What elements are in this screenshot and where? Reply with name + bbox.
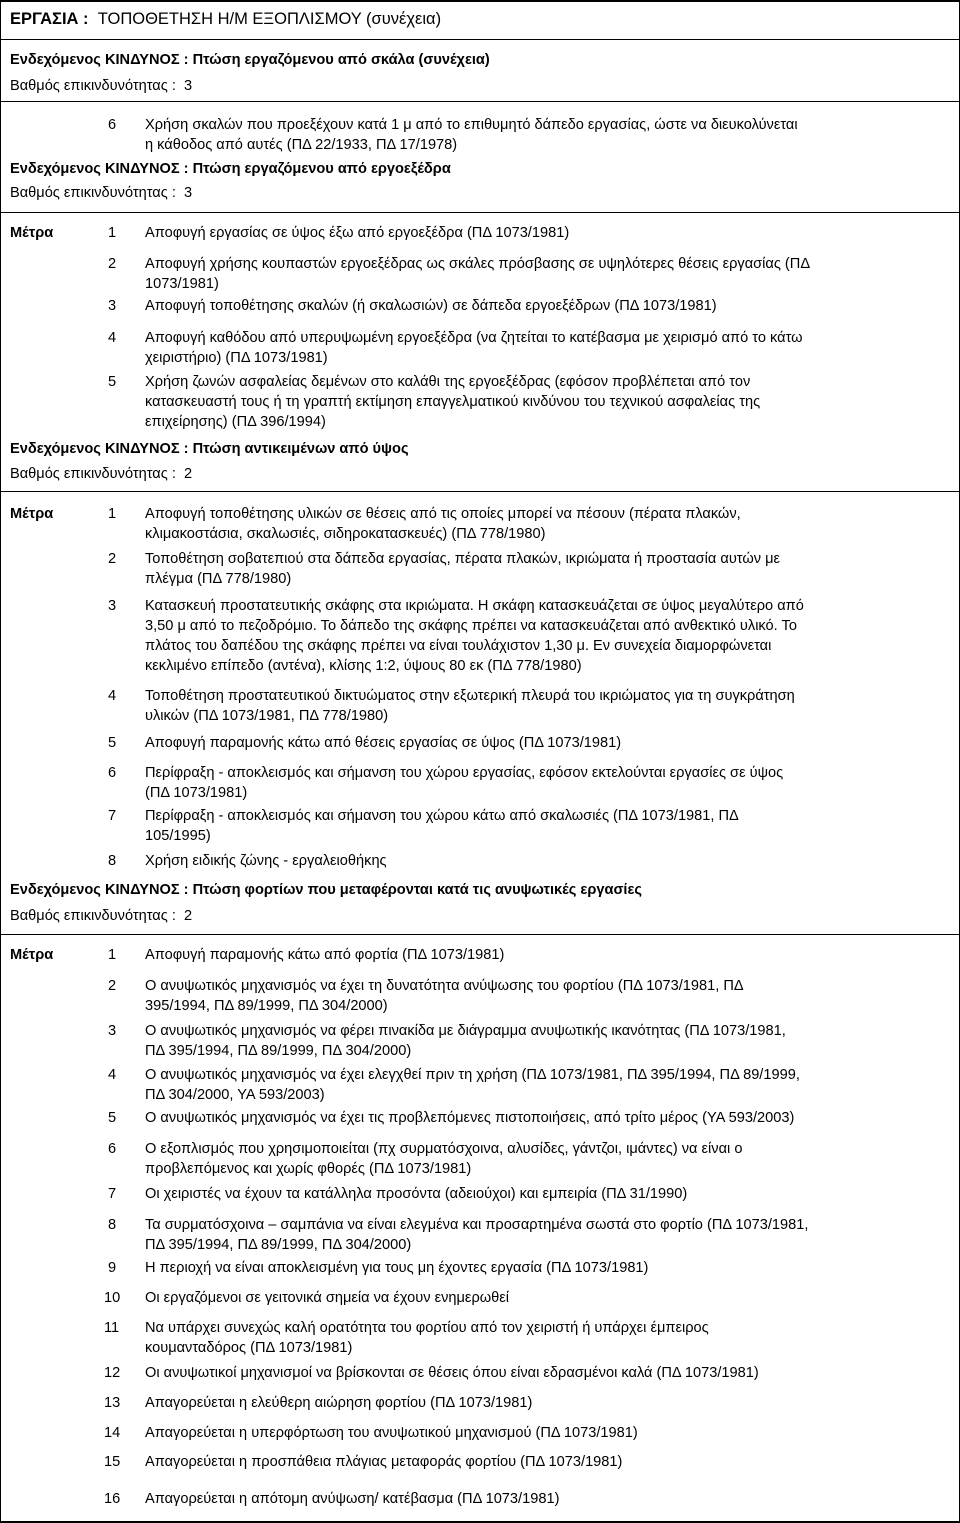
item-number: 6 — [108, 117, 117, 133]
title-value: ΤΟΠΟΘΕΤΗΣΗ Η/Μ ΕΞΟΠΛΙΣΜΟΥ (συνέχεια) — [97, 10, 442, 28]
item-number: 4 — [108, 1067, 117, 1083]
item-text: Αποφυγή εργασίας σε ύψος έξω από εργοεξέδρα (ΠΔ 1073/1981) — [145, 225, 570, 241]
item-number: 15 — [104, 1454, 121, 1470]
item-text: Απαγορεύεται η προσπάθεια πλάγιας μεταφοράς φορτίου (ΠΔ 1073/1981) — [145, 1454, 623, 1470]
item-text: Χρήση σκαλών που προεξέχουν κατά 1 μ από το επιθυμητό δάπεδο εργασίας, ώστε να διευκολύνεται η κάθοδος από αυτές (ΠΔ 22/1933, ΠΔ 17/1978) — [145, 117, 798, 153]
measures-label: Μέτρα — [10, 506, 54, 522]
item-text: Αποφυγή παραμονής κάτω από φορτία (ΠΔ 1073/1981) — [145, 947, 505, 963]
item-number: 2 — [108, 978, 117, 994]
title-label: ΕΡΓΑΣΙΑ : — [10, 10, 89, 28]
item-text: Αποφυγή τοποθέτησης σκαλών (ή σκαλωσιών) σε δάπεδα εργοεξέδρων (ΠΔ 1073/1981) — [145, 298, 717, 314]
item-number: 16 — [104, 1491, 121, 1507]
severity-line: Βαθμός επικινδυνότητας : 3 — [10, 185, 193, 201]
item-text: Ο ανυψωτικός μηχανισμός να έχει τη δυνατότητα ανύψωσης του φορτίου (ΠΔ 1073/1981, ΠΔ 395/1994, ΠΔ 89/1999, ΠΔ 304/2000) — [145, 978, 744, 1014]
item-text: Η περιοχή να είναι αποκλεισμένη για τους μη έχοντες εργασία (ΠΔ 1073/1981) — [145, 1260, 649, 1276]
item-number: 6 — [108, 1141, 117, 1157]
item-number: 7 — [108, 808, 117, 824]
item-number: 6 — [108, 765, 117, 781]
item-text: Κατασκευή προστατευτικής σκάφης στα ικριώματα. Η σκάφη κατασκευάζεται σε ύψος μεγαλύτερο από 3,50 μ από το πεζοδρόμιο. Το δάπεδο της σκάφης πρέπει να κατασκευάζεται από ανθεκτικό υλικό. Το πλάτος του δαπέδου της σκάφης πρέπει να είναι τουλάχιστον 1,30 μ. Εν συνεχεία διαμορφώνεται κεκλιμένο επίπεδο (αντένα), κλίσης 1:2, ύψους 80 εκ (ΠΔ 778/1980) — [145, 598, 804, 674]
item-text: Τοποθέτηση σοβατεπιού στα δάπεδα εργασίας, πέρατα πλακών, ικριώματα ή προστασία αυτών με πλέγμα (ΠΔ 778/1980) — [145, 551, 781, 587]
item-text: Αποφυγή καθόδου από υπερυψωμένη εργοεξέδρα (να ζητείται το κατέβασμα με χειρισμό από το κάτω χειριστήριο) (ΠΔ 1073/1981) — [145, 330, 803, 366]
item-number: 14 — [104, 1425, 121, 1441]
page-title — [10, 8, 441, 30]
severity-line: Βαθμός επικινδυνότητας : 2 — [10, 908, 193, 924]
item-text: Τα συρματόσχοινα – σαμπάνια να είναι ελεγμένα και προσαρτημένα σωστά στο φορτίο (ΠΔ 1073/1981, ΠΔ 395/1994, ΠΔ 89/1999, ΠΔ 304/2000) — [145, 1217, 809, 1253]
item-number: 9 — [108, 1260, 117, 1276]
item-text: Απαγορεύεται η ελεύθερη αιώρηση φορτίου (ΠΔ 1073/1981) — [145, 1395, 533, 1411]
item-number: 3 — [108, 598, 117, 614]
hazard-heading: Ενδεχόμενος ΚΙΝΔΥΝΟΣ : Πτώση εργαζόμενου από εργοεξέδρα — [10, 161, 451, 177]
severity-line: Βαθμός επικινδυνότητας : 2 — [10, 466, 193, 482]
item-text: Απαγορεύεται η υπερφόρτωση του ανυψωτικού μηχανισμού (ΠΔ 1073/1981) — [145, 1425, 638, 1441]
item-number: 4 — [108, 688, 117, 704]
item-number: 12 — [104, 1365, 121, 1381]
divider-line — [0, 39, 960, 40]
item-number: 3 — [108, 1023, 117, 1039]
item-number: 1 — [108, 225, 117, 241]
left-border — [0, 0, 1, 1523]
divider-line — [0, 934, 960, 935]
item-text: Οι χειριστές να έχουν τα κατάλληλα προσόντα (αδειούχοι) και εμπειρία (ΠΔ 31/1990) — [145, 1186, 688, 1202]
item-text: Ο εξοπλισμός που χρησιμοποιείται (πχ συρματόσχοινα, αλυσίδες, γάντζοι, ιμάντες) να είναι ο προβλεπόμενος και χωρίς φθορές (ΠΔ 1073/1981) — [145, 1141, 743, 1177]
item-number: 1 — [108, 947, 117, 963]
item-text: Απαγορεύεται η απότομη ανύψωση/ κατέβασμα (ΠΔ 1073/1981) — [145, 1491, 560, 1507]
item-text: Ο ανυψωτικός μηχανισμός να έχει τις προβλεπόμενες πιστοποιήσεις, από τρίτο μέρος (ΥΑ 593/2003) — [145, 1110, 795, 1126]
item-text: Να υπάρχει συνεχώς καλή ορατότητα του φορτίου από τον χειριστή ή υπάρχει έμπειρος κουμανταδόρος (ΠΔ 1073/1981) — [145, 1320, 709, 1356]
severity-line: Βαθμός επικινδυνότητας : 3 — [10, 78, 193, 94]
item-number: 8 — [108, 853, 117, 869]
item-text: Αποφυγή παραμονής κάτω από θέσεις εργασίας σε ύψος (ΠΔ 1073/1981) — [145, 735, 622, 751]
item-number: 5 — [108, 1110, 117, 1126]
item-text: Οι ανυψωτικοί μηχανισμοί να βρίσκονται σε θέσεις όπου είναι εδρασμένοι καλά (ΠΔ 1073/1981) — [145, 1365, 759, 1381]
item-text: Χρήση ειδικής ζώνης - εργαλειοθήκης — [145, 853, 387, 869]
top-border — [0, 0, 960, 2]
item-text: Αποφυγή χρήσης κουπαστών εργοεξέδρας ως σκάλες πρόσβασης σε υψηλότερες θέσεις εργασίας (ΠΔ 1073/1981) — [145, 256, 811, 292]
item-number: 4 — [108, 330, 117, 346]
item-text: Οι εργαζόμενοι σε γειτονικά σημεία να έχουν ενημερωθεί — [145, 1290, 510, 1306]
measures-label: Μέτρα — [10, 947, 54, 963]
hazard-heading: Ενδεχόμενος ΚΙΝΔΥΝΟΣ : Πτώση αντικειμένων από ύψος — [10, 441, 409, 457]
item-text: Χρήση ζωνών ασφαλείας δεμένων στο καλάθι της εργοεξέδρας (εφόσον προβλέπεται από τον κατασκευαστή τους ή τη γραπτή εκτίμηση επαγγελματικού κινδύνου του τεχνικού ασφαλείας της επιχείρησης) (ΠΔ 396/1994) — [145, 374, 761, 430]
divider-line — [0, 101, 960, 102]
measures-label: Μέτρα — [10, 225, 54, 241]
item-number: 1 — [108, 506, 117, 522]
item-text: Περίφραξη - αποκλεισμός και σήμανση του χώρου κάτω από σκαλωσιές (ΠΔ 1073/1981, ΠΔ 105/1995) — [145, 808, 739, 844]
item-number: 8 — [108, 1217, 117, 1233]
item-number: 5 — [108, 374, 117, 390]
hazard-heading: Ενδεχόμενος ΚΙΝΔΥΝΟΣ : Πτώση φορτίων που μεταφέρονται κατά τις ανυψωτικές εργασίες — [10, 882, 643, 898]
item-number: 7 — [108, 1186, 117, 1202]
divider-line — [0, 212, 960, 213]
item-text: Ο ανυψωτικός μηχανισμός να έχει ελεγχθεί πριν τη χρήση (ΠΔ 1073/1981, ΠΔ 395/1994, ΠΔ 89/1999, ΠΔ 304/2000, ΥΑ 593/2003) — [145, 1067, 800, 1103]
item-number: 10 — [104, 1290, 121, 1306]
hazard-heading: Ενδεχόμενος ΚΙΝΔΥΝΟΣ : Πτώση εργαζόμενου από σκάλα (συνέχεια) — [10, 52, 490, 68]
item-text: Αποφυγή τοποθέτησης υλικών σε θέσεις από τις οποίες μπορεί να πέσουν (πέρατα πλακών, κλιμακοστάσια, σκαλωσιές, σιδηροκατασκευές) (ΠΔ 778/1980) — [145, 506, 741, 542]
item-number: 2 — [108, 256, 117, 272]
item-number: 5 — [108, 735, 117, 751]
item-number: 13 — [104, 1395, 121, 1411]
item-number: 3 — [108, 298, 117, 314]
item-text: Περίφραξη - αποκλεισμός και σήμανση του χώρου εργασίας, εφόσον εκτελούνται εργασίες σε ύψος (ΠΔ 1073/1981) — [145, 765, 784, 801]
divider-line — [0, 491, 960, 492]
item-number: 11 — [104, 1320, 120, 1336]
item-text: Ο ανυψωτικός μηχανισμός να φέρει πινακίδα με διάγραμμα ανυψωτικής ικανότητας (ΠΔ 1073/1981, ΠΔ 395/1994, ΠΔ 89/1999, ΠΔ 304/2000) — [145, 1023, 786, 1059]
item-text: Τοποθέτηση προστατευτικού δικτυώματος στην εξωτερική πλευρά του ικριώματος για τη συγκράτηση υλικών (ΠΔ 1073/1981, ΠΔ 778/1980) — [145, 688, 795, 724]
item-number: 2 — [108, 551, 117, 567]
